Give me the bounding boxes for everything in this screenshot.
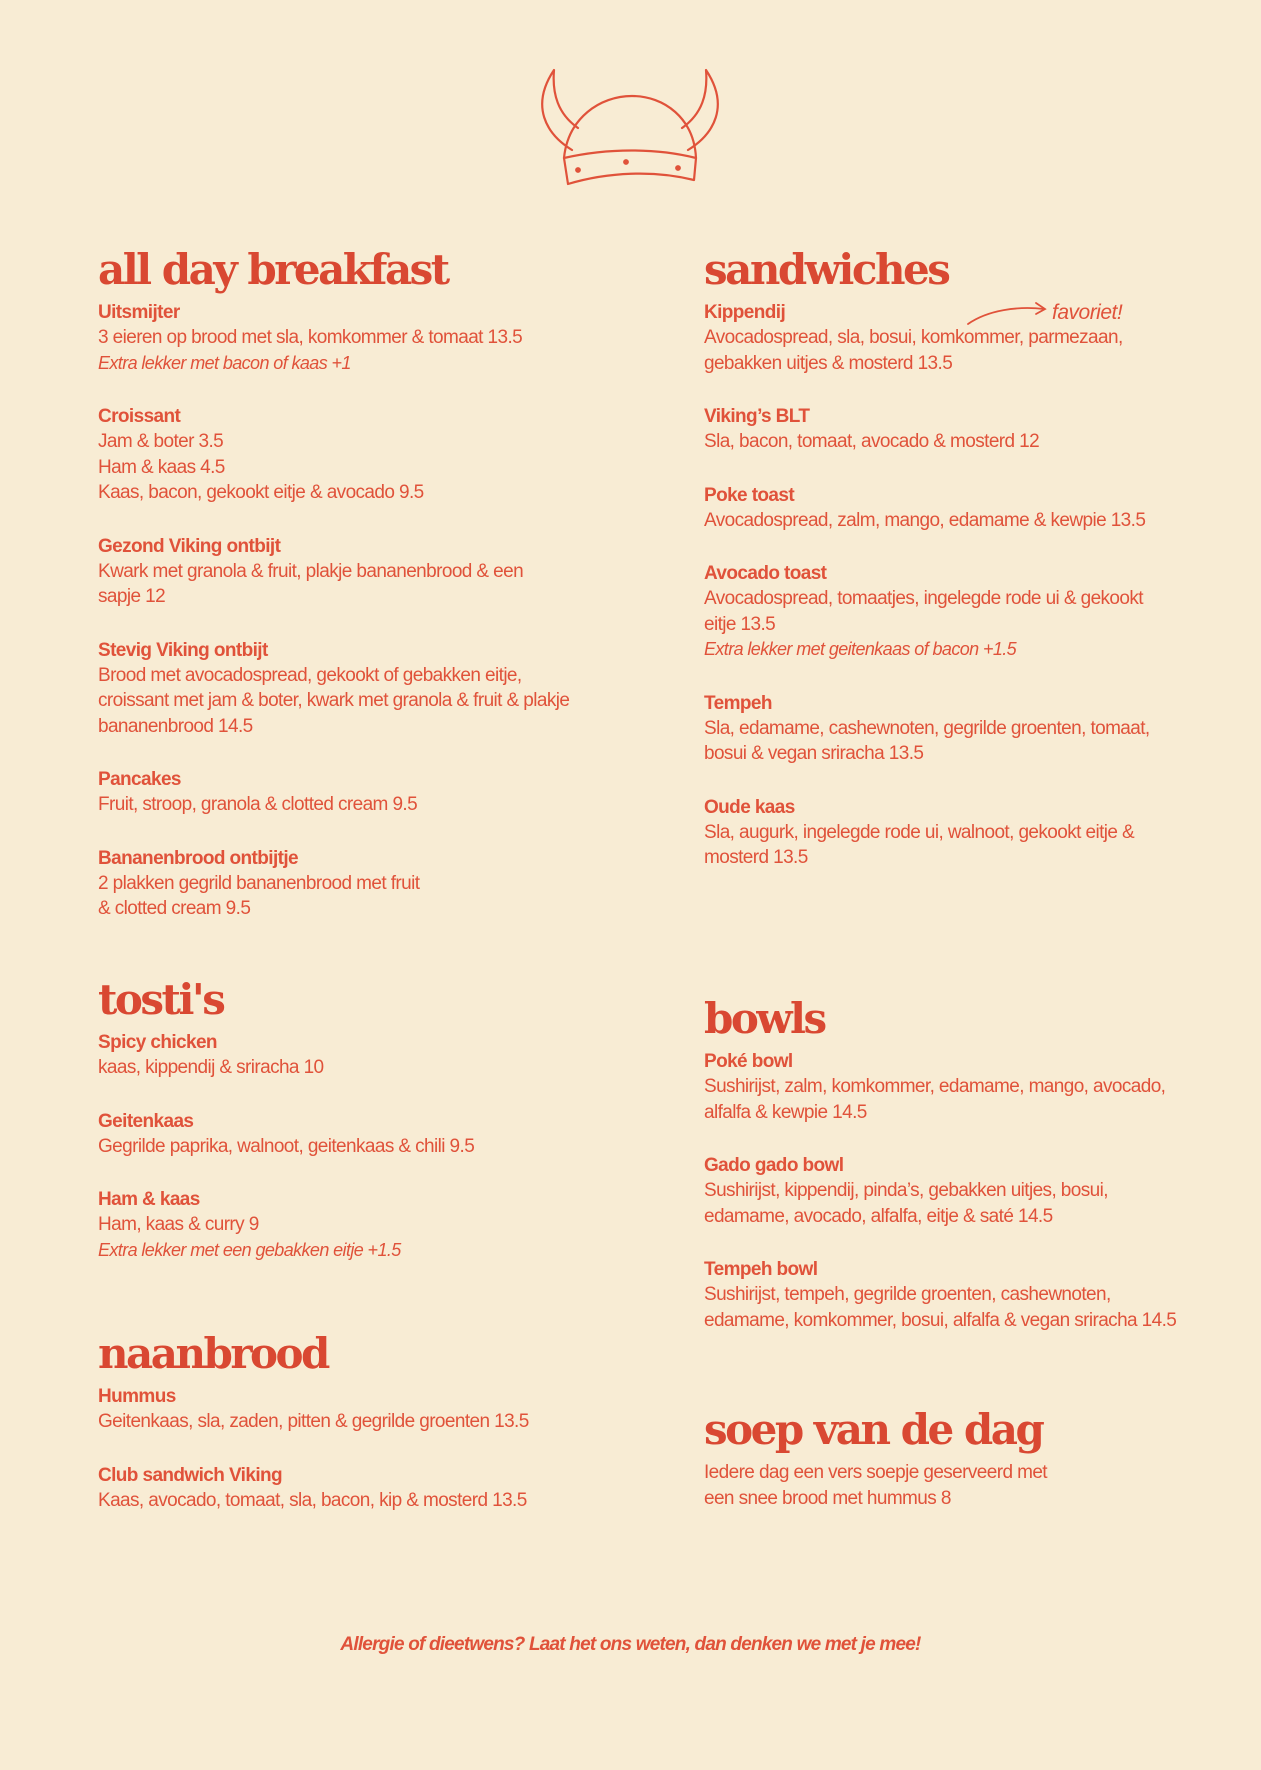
menu-item-description: [704, 508, 1244, 534]
section-naanbrood: [98, 1329, 658, 1541]
curved-arrow-icon: [964, 300, 1054, 330]
description-line: edamame, komkommer, bosui, alfalfa & vegan sriracha 14.5: [704, 1309, 1177, 1331]
menu-item-name: Bananenbrood ontbijtje: [98, 847, 299, 869]
menu-item-description: [98, 559, 658, 610]
description-line: Avocadospread, sla, bosui, komkommer, parmezaan,: [704, 327, 1123, 349]
description-line: kaas, kippendij & sriracha 10: [98, 1057, 324, 1079]
description-line: Geitenkaas, sla, zaden, pitten & gegrilde groenten 13.5: [98, 1411, 529, 1433]
description-line: Jam & boter 3.5: [98, 431, 224, 453]
menu-item-extra: Extra lekker met geitenkaas of bacon +1.5: [704, 639, 1017, 660]
menu-item-name: Viking’s BLT: [704, 406, 810, 428]
favorite-label: favoriet!: [1052, 301, 1123, 324]
section-title: soep van de dag: [704, 1405, 1043, 1454]
description-line: Brood met avocadospread, gekookt of gebakken eitje,: [98, 664, 522, 686]
menu-item: [98, 767, 658, 818]
menu-item: [704, 561, 1244, 663]
menu-item-description: [704, 586, 1244, 637]
menu-item-name: Hummus: [98, 1386, 176, 1408]
description-line: mosterd 13.5: [704, 847, 808, 869]
menu-item-name: Club sandwich Viking: [98, 1464, 283, 1486]
menu-item-extra: Extra lekker met een gebakken eitje +1.5: [98, 1239, 401, 1260]
menu-item-name: Stevig Viking ontbijt: [98, 639, 268, 661]
menu-item-name: Poké bowl: [704, 1051, 793, 1073]
menu-item-description: [704, 429, 1244, 455]
menu-item-name: Avocado toast: [704, 563, 827, 585]
description-line: Sla, edamame, cashewnoten, gegrilde groenten, tomaat,: [704, 717, 1150, 739]
description-line: Sushirijst, kippendij, pinda’s, gebakken uitjes, bosui,: [704, 1180, 1108, 1202]
menu-item-description: [98, 871, 658, 922]
menu-item-name: Gezond Viking ontbijt: [98, 535, 281, 557]
description-line: eitje 13.5: [704, 613, 776, 635]
section-title: all day breakfast: [98, 245, 448, 294]
menu-item-description: [704, 1460, 1244, 1511]
menu-item-description: [98, 429, 658, 506]
menu-item-name: Pancakes: [98, 769, 181, 791]
description-line: 2 plakken gegrild bananenbrood met fruit: [98, 872, 420, 894]
menu-item-description: [98, 1134, 658, 1160]
menu-item: [98, 1030, 658, 1081]
menu-item-description: [98, 1409, 658, 1435]
menu-item: [98, 638, 658, 740]
description-line: Ham, kaas & curry 9: [98, 1214, 259, 1236]
menu-item-description: [98, 325, 658, 351]
section-title: tosti's: [98, 975, 224, 1024]
description-line: Iedere dag een vers soepje geserveerd met: [704, 1462, 1047, 1484]
menu-item-description: [98, 1055, 658, 1081]
section-sandwiches: [704, 245, 1244, 899]
section-title: sandwiches: [704, 245, 949, 294]
section-title: bowls: [704, 994, 825, 1043]
menu-item: [98, 404, 658, 506]
description-line: bananenbrood 14.5: [98, 715, 253, 737]
section-all-day-breakfast: [98, 245, 658, 950]
menu-item: [98, 846, 658, 922]
menu-item: [704, 1460, 1244, 1511]
section-soep-van-de-dag: [704, 1405, 1244, 1539]
favorite-annotation: [964, 300, 1134, 340]
description-line: gebakken uitjes & mosterd 13.5: [704, 352, 953, 374]
menu-item-name: Tempeh bowl: [704, 1259, 818, 1281]
menu-item: [704, 1257, 1244, 1333]
menu-item: [98, 1463, 658, 1514]
description-line: croissant met jam & boter, kwark met granola & fruit & plakje: [98, 690, 570, 712]
section-bowls: [704, 994, 1244, 1361]
description-line: een snee brood met hummus 8: [704, 1487, 951, 1509]
menu-item: [98, 1187, 658, 1263]
description-line: bosui & vegan sriracha 13.5: [704, 743, 924, 765]
section-title: naanbrood: [98, 1329, 328, 1378]
description-line: Fruit, stroop, granola & clotted cream 9.5: [98, 794, 418, 816]
description-line: & clotted cream 9.5: [98, 898, 251, 920]
menu-item-name: Gado gado bowl: [704, 1155, 844, 1177]
description-line: Kaas, avocado, tomaat, sla, bacon, kip & mosterd 13.5: [98, 1489, 527, 1511]
section-tostis: [98, 975, 658, 1291]
description-line: edamame, avocado, alfalfa, eitje & saté 14.5: [704, 1205, 1053, 1227]
menu-item-extra: Extra lekker met bacon of kaas +1: [98, 352, 351, 373]
description-line: Kwark met granola & fruit, plakje bananenbrood & een: [98, 560, 524, 582]
menu-item: [98, 300, 658, 376]
description-line: Sla, bacon, tomaat, avocado & mosterd 12: [704, 431, 1040, 453]
menu-item: [98, 534, 658, 610]
menu-item-name: Uitsmijter: [98, 302, 180, 324]
menu-item-name: Kippendij: [704, 302, 786, 324]
menu-item-description: [98, 1212, 658, 1238]
menu-item-name: Geitenkaas: [98, 1110, 194, 1132]
description-line: Gegrilde paprika, walnoot, geitenkaas & chili 9.5: [98, 1135, 475, 1157]
menu-item: [98, 1384, 658, 1435]
description-line: Sushirijst, zalm, komkommer, edamame, mango, avocado,: [704, 1076, 1166, 1098]
description-line: Ham & kaas 4.5: [98, 456, 225, 478]
menu-item-description: [704, 1178, 1244, 1229]
description-line: 3 eieren op brood met sla, komkommer & tomaat 13.5: [98, 327, 523, 349]
menu-item: [704, 691, 1244, 767]
menu-item-description: [98, 792, 658, 818]
description-line: Kaas, bacon, gekookt eitje & avocado 9.5: [98, 482, 424, 504]
description-line: Sla, augurk, ingelegde rode ui, walnoot, gekookt eitje &: [704, 821, 1135, 843]
menu-item: [704, 483, 1244, 534]
description-line: Avocadospread, tomaatjes, ingelegde rode ui & gekookt: [704, 588, 1143, 610]
description-line: sapje 12: [98, 586, 166, 608]
menu-item-name: Spicy chicken: [98, 1032, 217, 1054]
menu-item-name: Ham & kaas: [98, 1189, 200, 1211]
menu-item-name: Tempeh: [704, 692, 772, 714]
description-line: alfalfa & kewpie 14.5: [704, 1101, 867, 1123]
menu-item-description: [704, 820, 1244, 871]
menu-item: [704, 1049, 1244, 1125]
allergy-note: Allergie of dieetwens? Laat het ons weten, dan denken we met je mee!: [340, 1634, 921, 1655]
menu-item: [704, 795, 1244, 871]
menu-item: [704, 404, 1244, 455]
menu-item-description: [704, 716, 1244, 767]
menu-item: [704, 1153, 1244, 1229]
menu-item-description: [704, 1282, 1244, 1333]
menu-item-description: [98, 663, 658, 740]
viking-helmet-icon: [528, 62, 732, 198]
description-line: Avocadospread, zalm, mango, edamame & kewpie 13.5: [704, 509, 1146, 531]
menu-item-description: [704, 1074, 1244, 1125]
menu-item-name: Poke toast: [704, 484, 795, 506]
menu-item-description: [98, 1488, 658, 1514]
description-line: Sushirijst, tempeh, gegrilde groenten, cashewnoten,: [704, 1284, 1111, 1306]
menu-item-name: Croissant: [98, 406, 181, 428]
menu-item-name: Oude kaas: [704, 796, 795, 818]
menu-item: [98, 1109, 658, 1160]
